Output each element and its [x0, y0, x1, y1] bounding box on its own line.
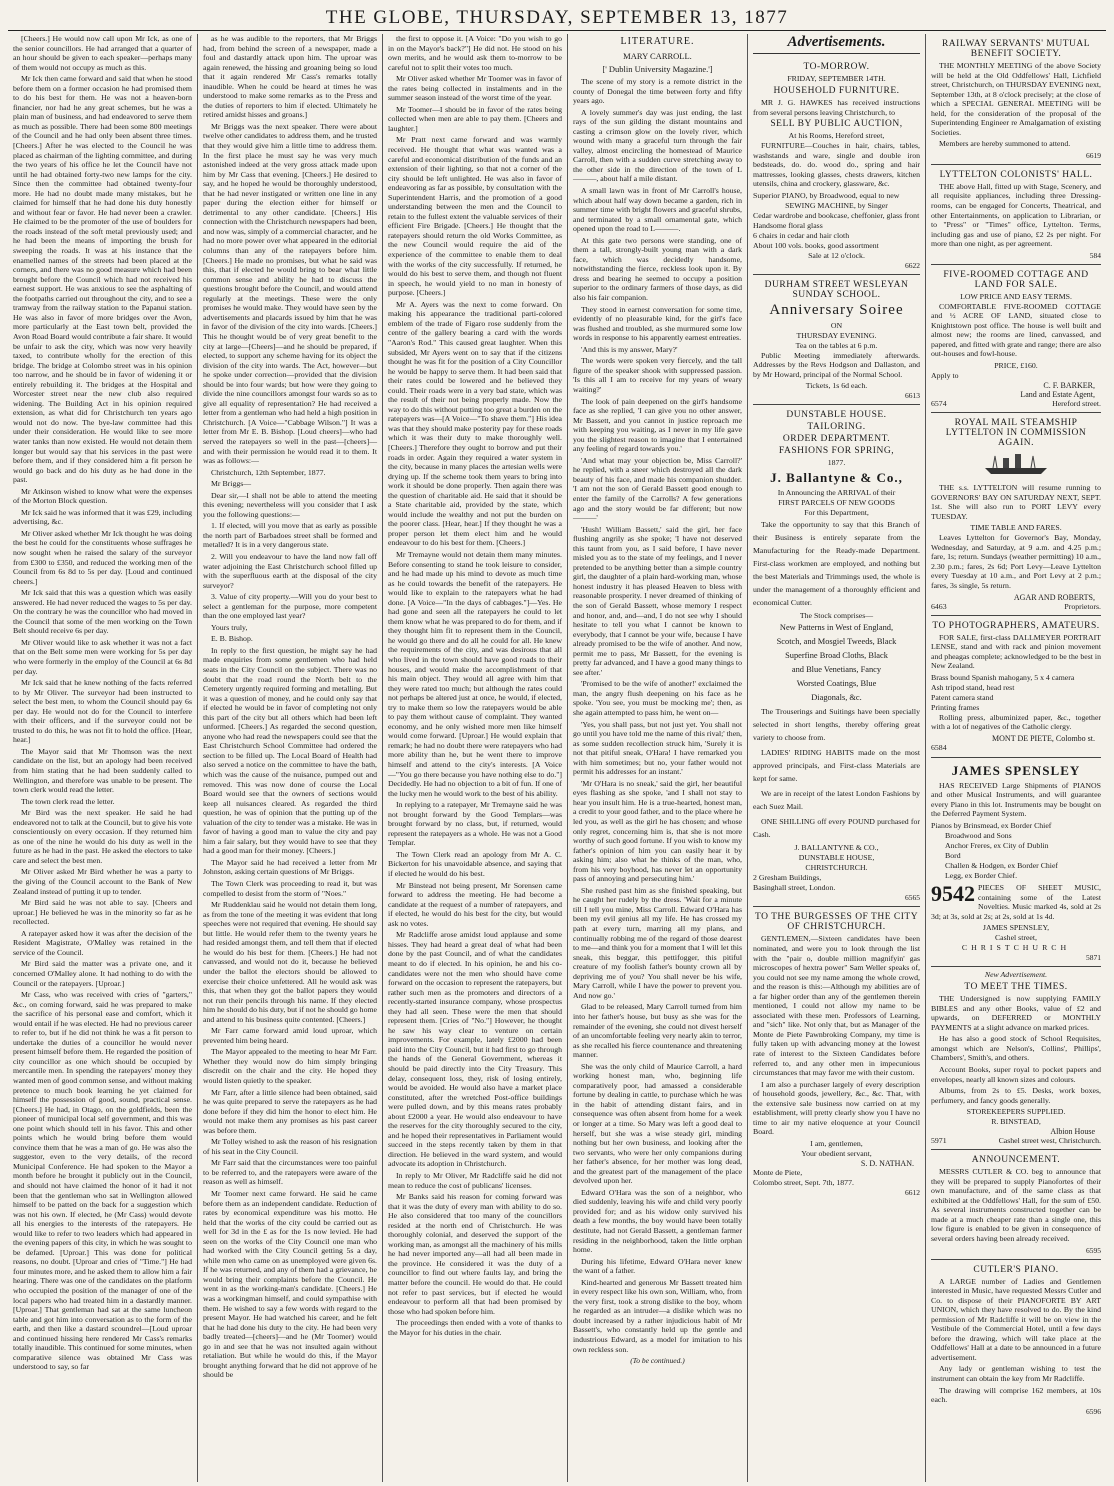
ad-stock-item: New Patterns in West of England,	[779, 623, 894, 633]
ad-item: 6 chairs in cedar and hair cloth	[753, 230, 850, 240]
ad-body: FOR SALE, first-class DALLMEYER PORTRAIT LENSE, stand and with rack and pinion movement and pheagas complete; acknowledged to be the best in New Zealand.	[931, 632, 1101, 671]
ad-cutler-announcement	[931, 1150, 1101, 1259]
ad-street: Hereford street.	[1052, 399, 1101, 409]
ad-cottage-sale	[931, 265, 1101, 413]
article-paragraph: Mr Bird was the next speaker. He said he had endeavored not to talk at the Council, but to give his vote conscientiously on every occasion. If they returned him as one of the nine he would do his duty as well in the future as he had in the past. He asked the electors to take care and select the best men.	[13, 808, 192, 865]
ad-trouserings: The Trouserings and Suitings have been specially selected in short lengths, thereby offering great variety to choose from.	[753, 707, 920, 743]
ad-london-street: Basinghall street, London.	[753, 883, 836, 893]
ad-item: Cedar wardrobe and bookcase, cheffonier, glass front	[753, 210, 920, 220]
ad-item: Bord	[945, 850, 961, 860]
article-paragraph: Mr Radcliffe arose amidst loud applause and some hisses. They had heard a great deal of what had been done by the past Council, and of what the candidates meant to do if elected. In his opinion, he and his co-candidates were not the men who should have come forward on the occasion to represent the ratepayers, but rather such men as the promoters and directors of a recently-started insurance company, whose prospectus they had all seen. These were the men that should represent them. [Cries of "No."] However, he thought he saw his way clear to venture on certain improvements. For example, lately £2000 had been paid into the City Council, but it had first to go through the hands of the General Government, whereas it should be paid directly into the City Treasury. This delay, consequent loss, they, risk of losing entirely, would be avoided. He would also have a market place constituted, after the wretched Post-office buildings were pulled down, and by this means rates probably about £2000 a year. He would also endeavour to have the reserves for the city thoroughly secured to the city, and he hoped their representatives in Parliament would succeed in the steps recently taken by them in that direction. He believed in the ward system, and would advocate its adoption in Christchurch.	[388, 930, 562, 1169]
article-paragraph: During his lifetime, Edward O'Hara never knew the want of a father.	[573, 1256, 742, 1276]
article-paragraph: The Town Clerk read an apology from Mr A. C. Bickerton for his unavoidable absence, and saying that if elected he would do his best.	[388, 849, 562, 879]
article-paragraph: The proceedings then ended with a vote of thanks to the Mayor for his duties in the chair.	[388, 1318, 562, 1337]
ad-body: THE Undersigned is now supplying FAMILY BIBLES and any other Books, value of £2 and upwards, on DEFERRED or MONTHLY PAYMENTS at a slight advance on marked prices.	[931, 994, 1101, 1032]
article-paragraph: Mr Ruddenklau said he would not detain them long, as from the tone of the meeting it was evident that long speeches were not required that evening. He should say but little. He would refer them to the twenty years he had resided amongst them, and tell them that if elected he would do his best for them. [Cheers.] He had not canvassed, and would not do it, because he believed under the ballot the electors should be allowed to exercise their choice unfettered. All he would ask was this, that when they got the ballot papers they would not run their pencils through his name. If they elected him he should do his duty, but if not he should go home and attend to his business quite contented. [Cheers.]	[203, 900, 377, 1024]
steamship-icon	[931, 450, 1101, 481]
ad-item: SEWING MACHINE, by Singer	[785, 200, 888, 210]
article-paragraph: Mr Toomer—I should be in favor of the rates being collected when men are able to pay them. [Cheers and laughter.]	[388, 104, 562, 133]
ad-proprietors: Proprietors.	[1064, 601, 1101, 611]
ad-name: R. BINSTEAD,	[991, 1117, 1041, 1127]
article-paragraph: Mr Oliver asked Mr Bird whether he was a party to the giving of the Council account to the Bank of New Zealand instead of putting it up to tender.	[13, 867, 192, 896]
ad-item: Ash tripod stand, head rest	[931, 682, 1015, 692]
article-paragraph: Mr A. Ayers was the next to come forward. On making his appearance the traditional parti-colored emblem of the trade of Figaro rose suddenly from the centre of the gallery bearing a card with the words "Aaron's Rod." This caused great laughter. When this subsided, Mr Ayers went on to say that if the citizens thought he was fit for the position of a City Councillor he would be happy to serve them. It had been said that their rates could be lowered and he believed they could. Their roads were in a very bad state, which was the result of their not being properly made. Now the way to do this without putting too great a burden on the ratepayers was—[A Voice—"To shave them."] His idea was that they should make posterity pay for these roads which it was their duty to make thoroughly well. [Cheers.] Therefore they ought to borrow and put their roads in order. Again they required a water system in the city, because in many places the artesian wells were drying up. If the scheme took them years to bring into work it should be done properly. Then again there was the question of charitable aid. He said that it should be a State charitable aid, provided by the state, which would include the wealthy and not put the burden on the poorer class. [Hear, hear.] If they thought he was a proper person let them elect him and he would endeavour to do his best for them. [Cheers.]	[388, 299, 562, 548]
ad-heading: TO THE BURGESSES OF THE CITY OF CHRISTCHURCH.	[754, 912, 919, 933]
article-paragraph: 'Yes, you shall pass, but not just yet. You shall not go until you have told me the name of this rival;' then, as some sudden recollection struck him, 'Surely it is not that pitiful sneak, O'Hara! I have remarked you with him sometimes; but no, your father would not permit his addresses for an instant.'	[573, 719, 743, 777]
article-paragraph: The town clerk read the letter.	[21, 796, 115, 806]
ad-city: CHRISTCHURCH	[961, 943, 1071, 953]
ad-signature: S. D. NATHAN.	[860, 1158, 914, 1168]
ad-riding-habits: LADIES' RIDING HABITS made on the most approved principals, and First-class Materials are kept for same.	[753, 748, 920, 784]
ad-item: Rolling press, albuminized paper, &c., together with a lot of negatives of the Catholic clergy.	[931, 712, 1101, 732]
ad-number: 584	[1089, 250, 1101, 260]
ad-firm-name: J. Ballantyne & Co.,	[770, 470, 903, 486]
article-paragraph: The look of pain deepened on the girl's handsome face as she replied, 'I can give you no other answer, Mr Bassett, and you cannot in justice reproach me with keeping you waiting, as I never in my life gave you the slightest reason to imagine that I entertained any feeling of regard towards you.'	[573, 396, 742, 454]
ad-agent-title: Land and Estate Agent,	[1020, 390, 1095, 400]
ad-london-address: 2 Gresham Buildings,	[753, 873, 822, 883]
ad-heading: ROYAL MAIL STEAMSHIP LYTTELTON IN COMMISSION AGAIN.	[945, 418, 1087, 449]
ad-sale-time: Sale at 12 o'clock.	[808, 250, 865, 260]
article-paragraph: Mr Ick said that this was a question which was easily answered. He had never reduced the wages to 5s per day. On the contrary he was the councillor who had moved in the Council that some of the men working on the Town Belt should receive 6s per day.	[13, 588, 192, 636]
ad-nathan-burgesses	[753, 907, 920, 1200]
ad-ballantyne-tailoring	[753, 405, 920, 907]
story-source: [' Dublin University Magazine.']	[602, 64, 713, 74]
article-paragraph: Glad to be released, Mary Carroll turned from him into her father's house, but busy as she was for the remainder of the evening, she could not divest herself of an uncomfortable feeling very nearly akin to terror, as she recalled his fierce countenance and threatening manner.	[573, 1002, 742, 1060]
ad-stock-item: Scotch, and Mosgiel Tweeds, Black	[776, 637, 897, 647]
ad-street: Cashel street west, Christchurch.	[998, 1136, 1101, 1146]
ad-tickets: Tickets, 1s 6d each.	[805, 381, 868, 391]
ad-binstead-books	[931, 967, 1101, 1150]
ad-item: Anchor Freres, ex City of Dublin	[945, 840, 1049, 850]
ad-number: 6596	[1086, 1406, 1101, 1416]
article-paragraph: A ratepayer asked how it was after the decision of the Resident Magistrate, O'Malley was retained in the service of the Council.	[13, 928, 192, 957]
ad-footer	[931, 399, 1101, 408]
article-paragraph: Mr Oliver asked whether Mr Ick thought he was doing the best he could for the constituents whose suffrages he now sought when he raised the salary of the surveyor from £300 to £350, and reduced the working men of the Council from 6s 8d to 5s per day. [Loud and continued cheers.]	[13, 528, 192, 586]
article-paragraph: Mr Farr, after a little silence had been obtained, said he was quite prepared to serve the ratepayers as he had done before if they did him the honor to elect him. He would not make them any promises as his past career was before them.	[203, 1087, 377, 1135]
ad-schedule: Leaves Lyttelton for Governor's Bay, Monday, Wednesday, and Saturday, at 9 a.m. and 4.25 p.m.; fare, 1s; return. Sundays (weather permitting) 10 a.m., 2.30 p.m.; fares, 2s 6d; Port Levy—Leave Lyttelton every Tuesday at 10 a.m., and Port Levy at 2 p.m.; fares, 3s single, 5s return.	[931, 533, 1101, 590]
ad-body-3: The drawing will comprise 162 members, at 10s each.	[931, 1385, 1101, 1405]
ad-number: 6613	[905, 391, 920, 401]
ad-colonists-hall	[931, 165, 1101, 265]
ad-seller: MONT DE PIETE, Colombo st.	[992, 733, 1095, 743]
ad-steamship-lyttelton	[931, 413, 1101, 615]
article-paragraph: 'And what may your objection be, Miss Carroll?' he replied, with a sneer which destroyed all the dark beauty of his face, and made his companion shudder. 'I am not the son of Gerald Bassett good enough to enter the family of the Carrolls? A few generations ago and the story would be far different; but now———'	[573, 455, 742, 523]
ad-item: Broadwood and Sons	[945, 830, 1012, 840]
to-be-continued: (To be continued.)	[630, 1356, 685, 1366]
ad-sell: SELL BY PUBLIC AUCTION,	[770, 119, 903, 130]
article-paragraph: Mr Farr came forward amid loud uproar, which prevented him being heard.	[203, 1026, 377, 1045]
ad-heading: FIVE-ROOMED COTTAGE AND LAND FOR SALE.	[943, 269, 1089, 290]
ad-heading: TO PHOTOGRAPHERS, AMATEURS.	[932, 620, 1100, 631]
ad-closing: I am, gentlemen,	[810, 1138, 863, 1148]
article-paragraph: A small lawn was in front of Mr Carroll's house, which about half way down became a garden, rich in summer time with bright flowers and graceful shrubs, and terminated by a small ornamental gate, which opened upon the road to L———.	[573, 186, 742, 234]
ad-agent-name: C. F. BARKER,	[1043, 381, 1095, 391]
article-paragraph: The Town Clerk was proceeding to read it, but was compelled to desist from the storm of "Noes."	[203, 879, 377, 898]
article-paragraph: She was the only child of Maurice Carroll, a hard working honest man, who, beginning life comparatively poor, had amassed a considerable fortune by dealing in cattle, to purchase which he was in the habit of attending distant fairs, and in consequence was often absent from home for a week or longer at a time. So Mary was left a good deal to herself, but she was a wise steady girl, minding nothing but her own business, and looking after the two servants, who were her only companions during her father's absence, for her mother was long dead, and the greatest part of the management of the place devolved upon her.	[573, 1061, 742, 1186]
article-paragraph: Mr Farr said that the circumstances were too painful to be referred to, and the ratepayers were aware of the reason as well as himself.	[203, 1158, 377, 1187]
masthead: THE GLOBE, THURSDAY, SEPTEMBER 13, 1877	[8, 6, 1106, 31]
column-3-council-meeting	[383, 34, 568, 1482]
steamship-illustration	[981, 450, 1051, 476]
article-paragraph: Mr Bird said he was not able to say. [Cheers and uproar.] He believed he was in the minority so far as he recollected.	[13, 898, 192, 927]
ad-day: THURSDAY EVENING.	[796, 330, 877, 340]
ad-agents: AGAR AND ROBERTS,	[1013, 592, 1095, 602]
article-paragraph: Christchurch, 12th September, 1877.	[211, 467, 326, 477]
article-paragraph: 'And this is my answer, Mary?'	[581, 344, 678, 354]
article-paragraph: Mr Oliver would like to ask whether it was not a fact that on the Belt some men were working for 5s per day who were formerly in the employ of the Council at 6s 8d per day.	[13, 637, 192, 676]
ad-heading: DURHAM STREET WESLEYAN SUNDAY SCHOOL.	[764, 279, 909, 300]
literature-heading: LITERATURE.	[620, 36, 695, 47]
column-4-literature	[568, 34, 748, 1482]
ad-body: Public Meeting immediately afterwards. Addresses by the Revs Hodgson and Dallaston, and by Mr Howard, principal of the Normal School.	[753, 350, 920, 379]
article-paragraph: At this gate two persons were standing, one of them a tall, strongly-built young man with a dark face, which was decidedly handsome, notwithstanding the fierce, reckless look upon it. By dress and bearing he seemed to occupy a position superior to the ordinary farmers of those days, as did also his fair companion.	[573, 235, 742, 303]
column-2-council-meeting	[198, 34, 383, 1482]
ad-item: Printing frames	[931, 702, 980, 712]
ad-number: 6612	[905, 1187, 920, 1197]
ad-house: Albion House	[1050, 1127, 1095, 1137]
ad-body-2: Any lady or gentleman wishing to test the instrument can obtain the key from Mr Radcliffe.	[931, 1364, 1101, 1384]
ad-body-3: Account Books, super royal to pocket papers and envelopes, nearly all known sizes and colours.	[931, 1064, 1101, 1084]
ad-date: TO-MORROW.	[803, 62, 870, 72]
ad-closing: Your obedient servant,	[801, 1148, 872, 1158]
article-paragraph: Kind-hearted and generous Mr Bassett treated him in every respect like his own son, William, who, from the very first, took a strong dislike to the boy, whom he regarded as an intruder—a dislike which was no doubt increased by a rather injudicious habit of Mr Bassett's, who constantly held up the gentle and industrious Edward, as a model for imitation to his own reckless son.	[573, 1277, 742, 1354]
ad-item: Brass bound Spanish mahogany, 5 x 4 camera	[931, 672, 1075, 682]
ad-heading: TO MEET THE TIMES.	[964, 982, 1068, 993]
ad-body: MESSRS CUTLER & CO. beg to announce that they will be prepared to supply Pianofortes of their own manufacture, and of the same class as that exhibited at the Oddfellows' Hall, for the sum of £50. As several instruments constructed together can be made at a much cheaper rate than a single one, this low figure is enabled to be given in consequence of several orders having been already received.	[931, 1167, 1101, 1243]
ad-subheading: LOW PRICE AND EASY TERMS.	[960, 291, 1072, 301]
ad-for-dept: For this Department,	[804, 508, 869, 518]
ad-london-fashions: We are in receipt of the latest London Fashions by each Suez Mail.	[753, 789, 920, 812]
ad-photographers	[931, 616, 1101, 758]
ad-music-body: PIECES OF SHEET MUSIC, containing some of the Latest Novelties. Music marked 4s, sold at 2s 3d; at 3s, sold at 2s; at 2s, sold at 1s 4d.	[931, 882, 1101, 921]
ad-cash-discount: ONE SHILLING off every POUND purchased for Cash.	[753, 817, 920, 840]
story-body	[573, 77, 742, 1354]
ad-spensley-pianos	[931, 758, 1101, 967]
ad-stock-item: and Blue Venetians, Fancy	[791, 665, 882, 675]
article-paragraph: Mr Pratt next came forward and was warmly received. He thought that what was wanted was a careful and economical distribution of the funds and an extension of their lighting, so that not a corner of the city should be left unlighted. He was also in favor of endeavoring as far as possible, by consultation with the Superintendent Harris, and the promotion of a good understanding between the men and the Council to retain to the fullest extent the valuable services of their efficient Fire Brigade. [Cheers.] He thought that the ratepayers should return the old Works Committee, as the new Council would require the aid of the experience of the committee to enable them to deal with the works of the city successfully. If returned, he would do his best to serve them, and though not fluent in speech, he would yield to no man in honesty of purpose. [Cheers.]	[388, 135, 562, 298]
article-paragraph: Mr Tremayne would not detain them many minutes. Before consenting to stand he took leisure to consider, and he had made up his mind to devote as much time as he could towards the benefit of the ratepayers. He would like to explain to the ratepayers what he had done. [A Voice—"In the days of cabbages."]—Yes. He had gone and seen all the ratepayers he could to let them know what he was prepared to do for them, and if they thought him fit to represent them in the Council, he would go there and do all he could for all. He knew the requirements of the city, and was desirous that all who lived in the town should have good roads to their houses, and would make the accomplishment of that his main object. They would all agree with him that they were rated too much; but although the rates could not perhaps be altered just at once, he would, if elected, try to make them so low the ratepayers would be able to pay them without cause of complaint. They wanted economy, and he only wished more men like himself would come forward. [Uproar.] He would explain that remark; he had no doubt there were ratepayers who had more ability than he, but he went there to improve himself and attend to the city's interests. [A Voice—"You go there because you have nothing else to do."] Decidedly. He had no objection to a bit of fun. If one of the lucky men he would work to the best of his ability.	[388, 549, 562, 798]
ad-order-dept: ORDER DEPARTMENT.	[782, 434, 891, 445]
story-title: MARY CARROLL.	[623, 51, 692, 61]
article-paragraph: The Mayor appealed to the meeting to hear Mr Farr. Whether they would now do him simply bringing discredit on the chair and the city. He hoped they would listen quietly to the speaker.	[203, 1047, 377, 1085]
article-paragraph: Mr Ick said he was informed that it was £29, including advertising, &c.	[13, 507, 192, 527]
ad-stock-item: Superfine Broad Cloths, Black	[785, 651, 888, 661]
ad-tailoring: TAILORING.	[807, 422, 866, 433]
article-paragraph: [Cheers.] He would now call upon Mr Ick, as one of the senior councillors. He had arranged that a quarter of an hour should be given to each speaker—perhaps many of them would not occupy as much as this.	[13, 34, 192, 72]
article-paragraph: Edward O'Hara was the son of a neighbor, who died suddenly, leaving his wife and child very poorly provided for; and as his widow only survived his death a few months, the boy would have been totally destitute, had not Gerald Bassett, a gentleman farmer residing in the neighborhood, taken the little orphan home.	[573, 1187, 742, 1255]
article-paragraph: 3. Value of city property.—Will you do your best to select a gentleman for the purpose, more competent than the one employed last year?	[203, 592, 377, 621]
article-paragraph: Dear sir,—I shall not be able to attend the meeting this evening; nevertheless will you consider that I ask you the following questions:—	[203, 490, 377, 519]
ad-footer	[931, 1136, 1101, 1145]
ad-street: Cashel street,	[994, 933, 1037, 943]
article-paragraph: They stood in earnest conversation for some time, evidently of no pleasurable kind, for the girl's face was flushed and troubled, as she murmured some low words in response to his apparently earnest entreaties.	[573, 304, 742, 343]
ad-number: 6584	[931, 742, 947, 752]
ad-stock: The Stock comprises—	[799, 611, 874, 621]
article-paragraph: Mr Oliver asked whether Mr Toomer was in favor of the rates being collected in instalments and in the summer season instead of the worst time of the year.	[388, 74, 562, 103]
article-paragraph: In reply to Mr Oliver, Mr Radcliffe said he did not mean to reduce the cost of publicans' licenses.	[388, 1170, 562, 1190]
ad-stock-item: Worsted Coatings, Blue	[796, 679, 877, 689]
ad-storekeepers: STOREKEEPERS SUPPLIED.	[966, 1107, 1066, 1117]
ad-heading: LYTTELTON COLONISTS' HALL.	[939, 169, 1093, 180]
ad-intro: In Announcing the ARRIVAL of their	[777, 488, 896, 498]
ad-body: GENTLEMEN,—Sixteen candidates have been nominated, and were you to look through the list with the "pair o, double million magnifyin' gas microscopes of hextra power" Sam Weller speaks of, you could not see my name among the whole crowd, and the reason is this:—Although my abilities are of a far higher order than any of the gentlemen therein mentioned, I could not allow my name to be associated with these men. Professors of Learning, and "sich" like. Not only that, but as Manager of the Monte de Piete Pawnbroking Company, my time is fully taken up with advancing money at the lowest rate of interest to the Sixteen Candidates before referred to, and any other men in impecunious circumstances that may favor me with their custom.	[753, 934, 920, 1078]
article-paragraph: In replying to a ratepayer, Mr Tremayne said he was not brought forward by the Good Templars—was brought forward by no class, but, if returned, would represent the ratepayers as a whole. He was not a Good Templar.	[388, 800, 562, 848]
ad-time-table: TIME TABLE AND FARES.	[970, 523, 1062, 533]
ad-number: 6622	[905, 260, 920, 270]
ad-number: 5971	[931, 1136, 947, 1146]
ad-cutler-piano	[931, 1260, 1101, 1420]
ad-hawkes-auction	[753, 57, 920, 275]
ad-house: DUNSTABLE HOUSE,	[798, 853, 875, 863]
article-paragraph: Mr Cass, who was received with cries of "garters," &c., on coming forward, said he was prepared to make the sacrifice of his personal ease and comfort, which it would entail if he was elected. He had no previous career to refer to, but if he did not think he was a fit person to undertake the duties of a councillor he would never present himself before them. He regarded the position of city councillor as one which should be occupied by mercantile men. In spending the ratepayers' money they wanted men of good common sense, and without making pretence to much book learning he yet claimed for himself the possession of good, sound, practical sense. [Cheers.] He had, in Otago, on the goldfields, been the pioneer of municipal local self government, and this was one point which should tell in his favor. This and other points which he would bring before them would convince them that he was a man of go. He was also the suggestor, even to the very details, of the record Municipal Conference. He had spoken to the Mayor a month before he brought it publicly out in the Council, and should not have claimed the honor of it had it not been that the gentleman who sat in Wellington allowed himself to be patted on the back for a suggestion which was not his own. If elected, he (Mr Cass) would devote all his energies to the interests of the ratepayers. He would like to refer to two leaders which had appeared in the evening papers of this city, in which he was sought to be defamed. [Uproar.] This was done for political reasons, no doubt. [Uproar and cries of "Time."] He had four minutes more, and he asked them to allow him a fair hearing. There was one of the candidates on the platform who occupied the position of the manager of one of the local papers who had treated him in a dastardly manner. [Uproar.] That gentleman had sat at the same luncheon table and got him into conversation as to the form of the earth, and then like a dastard scoundrel—[Loud uproar and continued hissing here rendered Mr Cass's remarks totally inaudible. This continued for some minutes, when comparative silence was obtained Mr Cass was understood to say, so far	[13, 990, 192, 1372]
ad-number: 6574	[931, 399, 947, 409]
article-paragraph: 'Mr O'Hara is no sneak,' said the girl, her beautiful eyes flashing as she spoke, 'and I shall not stay to hear you insult him. He is a true-hearted, honest man, a credit to your good father, and to the place where he led you, as well as the girl he has chosen; and whose only regret, concerning him is, that she is not more worthy of such good fortune. If you wish to know my father's opinion of him you can easily hear it by asking him; also what he thinks of the man, who, from his very boyhood, has never let an opportunity pass of annoying and persecuting him.'	[573, 778, 742, 884]
ad-body-2: He has also a good stock of School Requisites, amongst which are Nelson's, Collins', Phillips', Chambers', Smith's, and others.	[931, 1034, 1101, 1063]
article-paragraph: Mr Briggs—	[211, 479, 252, 489]
article-paragraph: A lovely summer's day was just ending, the last rays of the sun gilding the distant mountains and casting a crimson glow on the lovely river, which wound with many a graceful turn through the fair valley, almost encircling the homestead of Maurice Carroll, then with a sudden curve stretching away to the other side in the direction of the town of L———, about half a mile distant.	[573, 107, 742, 184]
ad-on: ON	[830, 320, 843, 330]
ad-railway-society	[931, 34, 1101, 165]
article-paragraph: Mr Bird said the matter was a private one, and it concerned O'Malley alone. It had nothing to do with the Council or the ratepayers. [Uproar.]	[13, 959, 192, 988]
article-paragraph: 'Promised to be the wife of another!' exclaimed the man, the angry flush deepening on his face as he spoke. 'You see, you must be mocking me'; then, as she again attempted to pass him, he went on—	[573, 679, 742, 717]
ad-body: THE MONTHLY MEETING of the above Society will be held at the Old Oddfellows' Hall, Lichfield street, Christchurch, on THURSDAY EVENING next, September 13th, at 8 o'clock precisely; at the close of which a SPECIAL GENERAL MEETING will be held, for the consideration of the proposal of the Superintending Engineer re Amalgamation of existing Societies.	[931, 61, 1101, 137]
ad-number: 5871	[1086, 953, 1101, 963]
ad-item: Patent camera stand	[931, 692, 994, 702]
article-paragraph: E. B. Bishop.	[211, 634, 253, 644]
ad-apply: Apply to	[931, 371, 959, 381]
column-6-advertisements	[926, 34, 1106, 1482]
ad-first-parcels: FIRST PARCELS OF NEW GOODS	[778, 498, 895, 508]
ad-sheet-music	[931, 880, 1101, 923]
ad-firm: J. BALLANTYNE & CO.,	[794, 843, 879, 853]
columns	[8, 34, 1106, 1482]
ad-subject: HOUSEHOLD FURNITURE.	[773, 86, 900, 96]
ad-city: CHRISTCHURCH.	[805, 863, 868, 873]
article-paragraph: Mr Briggs was the next speaker. There were about twelve other candidates to address them, and he trusted that they would give him a little time to address them. In the first place he must say he was very much astonished indeed at the very gross attack made upon him by Mr Cass that evening. [Cheers.] He desired to say, and he hoped he would be thoroughly understood, that he had never instigated or written one line in any paper during the election either for himself or detrimental to any other candidate. [Cheers.] His connection with the Christchurch newspapers had been, and now was, simply of a commercial character, and he had no more power over what appeared in the editorial columns than any of the ratepayers before him. [Cheers.] He made no promises, but what he said was this, that if elected he would bring to bear what little common sense and ability he had to discuss the questions brought before the Council, and would attend regularly at the meetings. These were the only promises he would make. They would have seen by the advertisements and placards issued by him that he was in favor of the division of the city into wards. [Cheers.] This he thought would be of very great benefit to the city at large—[Cheers]—and he should be prepared, if elected, to support any scheme having for its object the division of the city into wards. The Act, however—but he spoke under correction—provided that the division should be into four wards; but how were they going to divide the nine councillors amongst four wards so as to give all equality of representation? He had received a letter from a gentleman who had held a high position in Christchurch. [A Voice—"Cabbage Wilson."] It was a letter from Mr E. B. Bishop. [Loud cheers]—who had served the ratepayers so well in the past—[cheers]—and with their permission he would read it to them. It was as follows:—	[203, 121, 377, 466]
article-paragraph: 2. Will you endeavour to have the land now fall off water adjoining the East Christchurch school filled up with the superfluous earth at the disposal of the city surveyor?	[203, 551, 377, 590]
ad-name: JAMES SPENSLEY,	[982, 923, 1050, 933]
ad-heading: JAMES SPENSLEY	[951, 762, 1081, 778]
article-paragraph: Mr Ick said that he knew nothing of the facts referred to by Mr Oliver. The surveyor had been instructed to select the best men, to whom the Council should pay 6s per day. He would not do for the Council to interfere with their officers, and if the surveyor could not be trusted to do this, he was not fit to hold the office. [Hear, hear.]	[13, 678, 192, 745]
article-paragraph: Yours truly,	[211, 622, 248, 632]
ad-fashions: FASHIONS FOR SPRING,	[778, 446, 895, 457]
ad-heading: ANNOUNCEMENT.	[971, 1155, 1061, 1166]
article-paragraph: The Mayor said that Mr Thomson was the next candidate on the list, but an apology had been received from him stating that he had been suddenly called to Wellington, and therefore was unable to be present. The town clerk would read the letter.	[13, 746, 192, 795]
ad-item: Pianos by Brinsmead, ex Border Chief	[931, 820, 1052, 830]
ad-address: Colombo street, Sept. 7th, 1877.	[753, 1177, 854, 1187]
ad-number: 6565	[905, 893, 920, 903]
ad-body: Take the opportunity to say that this Branch of their Business is entirely separate from the Manufacturing for the Ready-made Department. First-class workmen are employed, and nothing but the best Materials and Trimmings used, the whole is under the management of a thoroughly efficient and economical Cutter.	[753, 520, 920, 608]
ad-heading: RAILWAY SERVANTS' MUTUAL BENEFIT SOCIETY.	[941, 39, 1091, 59]
ad-location: At his Rooms, Hereford street,	[788, 131, 885, 141]
article-paragraph: Mr Tolley wished to ask the reason of his resignation of his seat in the City Council.	[203, 1137, 377, 1156]
ad-body: A LARGE number of Ladies and Gentlemen interested in Music, have requested Messrs Cutler and Co. to dispose of their PIANOFORTE BY ART UNION, which they have resolved to do. By the kind permission of Mr Radcliffe it will be on view in the Vestibule of the Commercial Hotel, until a few days before the drawing, which will take place at the Oddfellows' Hall at a date to be announced in a future advertisement.	[931, 1276, 1101, 1362]
article-paragraph: She rushed past him as she finished speaking, but he caught her rudely by the dress. 'Wait for a minute till I tell you mine, Miss Carroll. Edward O'Hara has been my evil genius all my life. He has crossed my path at every turn, marring all my plans, and continually robbing me of the regard of those dearest to me—and think you for a moment that I will let this sneak, this beggar, this pettifogger, this pitiful creature of my foolish father's bounty crown all by depriving me of you? You shall never be his wife, Mary Carroll, while I have the power to prevent you. And now go.'	[573, 885, 742, 1000]
ad-heading: DUNSTABLE HOUSE.	[786, 410, 887, 421]
advertisements-heading: Advertisements.	[753, 34, 920, 54]
ad-tea: Tea on the tables at 6 p.m.	[795, 340, 878, 350]
ad-body-4: Albums, from 2s to £5. Desks, work boxes, perfumery, and fancy goods generally.	[931, 1086, 1101, 1105]
article-paragraph: The Mayor said he had received a letter from Mr Johnston, asking certain questions of Mr Briggs.	[203, 857, 377, 877]
ad-stock-item: Diagonals, &c.	[811, 693, 862, 703]
article-paragraph: the first to oppose it. [A Voice: "Do you wish to go in on the Mayor's back?"] He did not. He stood on his own merits, and he would ask them to-morrow to be careful not to split their votes too much.	[388, 34, 562, 72]
ad-wesleyan-soiree	[753, 275, 920, 406]
ad-body: THE s.s. LYTTELTON will resume running to GOVERNORS' BAY ON SATURDAY NEXT, SEPT. 1st. She will also run to PORT LEVY every TUESDAY.	[931, 483, 1101, 521]
article-paragraph: as he was audible to the reporters, that Mr Briggs had, from behind the screen of a newspaper, made a foul and dastardly attack upon him. The uproar was again renewed, the hissing and groaning being so loud that it again rendered Mr Cass's remarks totally inaudible. When he could be heard at times he was understood to make some remarks as to the Press and the duties of reporters to him if elected. Ultimately he retired amidst hisses and groans.]	[203, 34, 377, 120]
ad-day: FRIDAY, SEPTEMBER 14TH.	[787, 74, 886, 83]
article-paragraph: Mr Binstead not being present, Mr Sorensen came forward to address the meeting. He had become a candidate at the request of a number of ratepayers, and if elected, he would do his best for the city, but would ask no votes.	[388, 880, 562, 928]
ad-item: About 100 vols. books, good assortment	[753, 240, 879, 250]
ad-item: Challen & Hodgen, ex Border Chief	[945, 860, 1059, 870]
article-paragraph: 1. If elected, will you move that as early as possible the north part of Barbadoes street shall be formed and metalled? It is in a very dangerous state.	[203, 521, 377, 550]
article-paragraph: 'Hush! William Bassett,' said the girl, her face flushing angrily as she spoke; 'I have not deserved this taunt from you, as I said before, I have never misled you as to the state of my feelings, and I never pretended to be anything better than a simple country girl, the daughter of a plain hard-working man, whose honest industry it has pleased Heaven to bless with reasonable prosperity. I never dreamed of thinking of the son of Gerald Bassett, whose memory I respect and honor, and, and—and, I do not see why I should hesitate to tell you what I cannot be known to everybody, that I cannot be your wife, because I have already promised to be the wife of another. And now, permit me to pass, Mr Bassett, for the evening is pretty far advanced, and I have a good many things to see after.'	[573, 524, 742, 677]
article-paragraph: The scene of my story is a remote district in the county of Donegal the time between forty and fifty years ago.	[573, 77, 742, 106]
ad-big-number: 9542	[931, 880, 975, 906]
article-paragraph: Mr Ick then came forward and said that when he stood before them on a former occasion he had promised them to do his best for them. He was not a heaven-born financier, nor had he any great schemes, but he was a plain man of business, and had endeavored to serve them as much as possible. There had been some 800 meetings of the Council and he had only been absent three times. [Cheers.] After he was elected to the Council he was placed as chairman of the lighting committee, and during the two years of his office he let the Council have not until he had obtained forty-two new lamps for the city. Since then the committee had obtained twenty-four more. He had no doubt made many mistakes, but he claimed for himself that he had done his duty honestly and without fear or favor. He had never been a crawler. He claimed to be the promoter of the use of boulders for the roads instead of the soft metal previously used; and he had been the means of importing the brush for sweeping the roads. It was at his instance that the enamelled names of the streets had been placed at the corners, and there was no good measure which had been brought before the Council which had not received his earnest support. He was anxious to see the asphalting of the footpaths carried out throughout the city, and to see a tramway from the railway station to the Papanui station. He was also in favor of more bridges over the Avon, more particularly at the East town belt, provided the Avon Road Board would contribute a fair share. It would be unfair to ask the city, which was now very heavily taxed, to contribute wholly for the erection of this bridge. The bridge at Colombo street was in his opinion too narrow, and he should be in favor of widening it or entirely rebuilding it. The bridges at the Hospital and Worcester street near the new club also required widening. The Building Act in his opinion required extension, as what did for Christchurch ten years ago would not do now. The bye-law committee had this under their consideration. He would like to see more water tanks than now existed. He would not detain them longer but would say that his services in the past were before them, and if they considered him a fit person he would go back and do his duty as he had done in the past.	[13, 74, 192, 485]
article-paragraph: Mr Toomer next came forward. He said he came before them as an independent candidate. Reduction of rates by economical expenditure was his motto. He held that the works of the city could be carried out as well for 3d in the £ as for the 1s now levied. He had seen on the works of the City Council one man who had worked with the City Council getting 5s a day, while men who came on as unemployed were given 6s. If he was returned, and any of them had a grievance, he would bring their complaints before the Council. He went in as the working-man's candidate. [Cheers.] He was a workingman himself, and could sympathise with them. He wished to say a few words with regard to the present Mayor. He had watched his career, and he felt that he had done his duty to the city. He had been very badly treated—[cheers]—and he (Mr Toomer) would go in and see that he was not insulted again without retaliation. But while he would do this, if the Mayor brought anything forward that he did not approve of he should be	[203, 1188, 377, 1380]
ad-body: MR J. G. HAWKES has received instructions from several persons leaving Christchurch, to	[753, 98, 920, 117]
article-paragraph: Mr Banks said his reason for coming forward was that it was the duty of every man with ability to do so. He also considered that too many of the councillors resided at the north end of Christchurch. He was thoroughly colonial, and deserved the support of the working man, as amongst all the machinery of his mills he had never imported any—all had all been made in the province. He considered it was the duty of a councillor to find out where faults lay, and bring the matter before the council. He would do that. He could not refer to past services, but if elected he would endeavour to perform all that had been promised by those who had spoken before him.	[388, 1192, 562, 1316]
ad-item: Superior PIANO, by Broadwood, equal to new	[753, 190, 900, 200]
article-paragraph: In reply to the first question, he might say he had made enquiries from some gentlemen who had held seats in the City Council on the subject. There was no doubt that the road round the North belt to the Cemetery urgently required forming and metalling. But it was a question of money, and he could only say that if elected he would be in favor of completing not only this part of the city but all others which had been left unformed. [Cheers.] As regarded the second question, anyone who had read the newspapers could see that the East Christchurch School Committee had ordered the section to be filled up. The Local Board of Health had also served a notice on the committee to have the bath, which was the cause of the nuisance, pumped out and removed. This was now done of course the Local Board would see that the owners of sections would keep all nuisances cleared. As regarded the third question, he was of opinion that the putting up of the valuation of the city to tender was a mistake. He was in favor of having a good man to value the city and pay him a fair salary, but they would have to see that they had a good man for their money. [Cheers.]	[203, 645, 377, 856]
ad-body: COMFORTABLE FIVE-ROOMED COTTAGE and ½ ACRE OF LAND, situated close to Knightstown post office. The house is well built and almost new; the rooms are lined, canvassed, and papered, and fitted with grate and range; there are also out-houses and fowl-house.	[931, 301, 1101, 359]
ad-item: Handsome floral glass	[753, 220, 823, 230]
ad-address: Monte de Piete,	[753, 1167, 803, 1177]
ad-price: PRICE, £160.	[994, 361, 1038, 371]
ad-body: HAS RECEIVED Large Shipments of PIANOS and other Musical Instruments, and will guarantee every Piano in this lot. Instruments may be bought on the Deferred Payment System.	[931, 780, 1101, 819]
ad-body-2: I am also a purchaser largely of every description of household goods, jewellery, &c., &c. That, with the extensive sale business now carried on at my establishment, will pretty clearly show you I have no time to air my native eloquence at your Council Board.	[753, 1079, 920, 1137]
ad-number: 6595	[1086, 1245, 1101, 1255]
ad-soiree-title: Anniversary Soiree	[769, 301, 904, 318]
ad-members: Members are hereby summoned to attend.	[939, 139, 1071, 149]
ad-number: 6463	[931, 601, 947, 611]
article-paragraph: Mr Atkinson wished to know what were the expenses of the Morton Block question.	[13, 486, 192, 506]
ad-furniture: FURNITURE—Couches in hair, chairs, tables, washstands and ware, single and double iron bedsteads, do. do. wood do., spring and hair mattresses, looking glasses, chests drawers, kitchen utensils, china and crockery, glassware, &c.	[753, 141, 920, 189]
ad-new-label: New Advertisement.	[984, 970, 1048, 980]
ad-heading: CUTLER'S PIANO.	[973, 1264, 1059, 1275]
column-5-advertisements	[748, 34, 926, 1482]
ad-body: THE above Hall, fitted up with Stage, Scenery, and all requisite appliances, including three Dressing-rooms, can be engaged for Concerts, Theatrical, and other Entertainments, on application to Librarian, or to "Press" or "Times" office, Lyttelton. Terms, including gas and use of piano, £2 2s per night. For more than one night, as per agreement.	[931, 181, 1101, 249]
ad-year: 1877.	[827, 458, 846, 468]
ad-item: Legg, ex Border Chief.	[945, 870, 1018, 880]
ad-number: 6619	[1086, 150, 1101, 160]
column-1-council-meeting	[8, 34, 198, 1482]
article-paragraph: The words were spoken very fiercely, and the tall figure of the speaker shook with suppressed passion. 'Is this all I am to receive for my years of weary waiting?'	[573, 356, 742, 394]
ad-footer	[931, 602, 1101, 611]
